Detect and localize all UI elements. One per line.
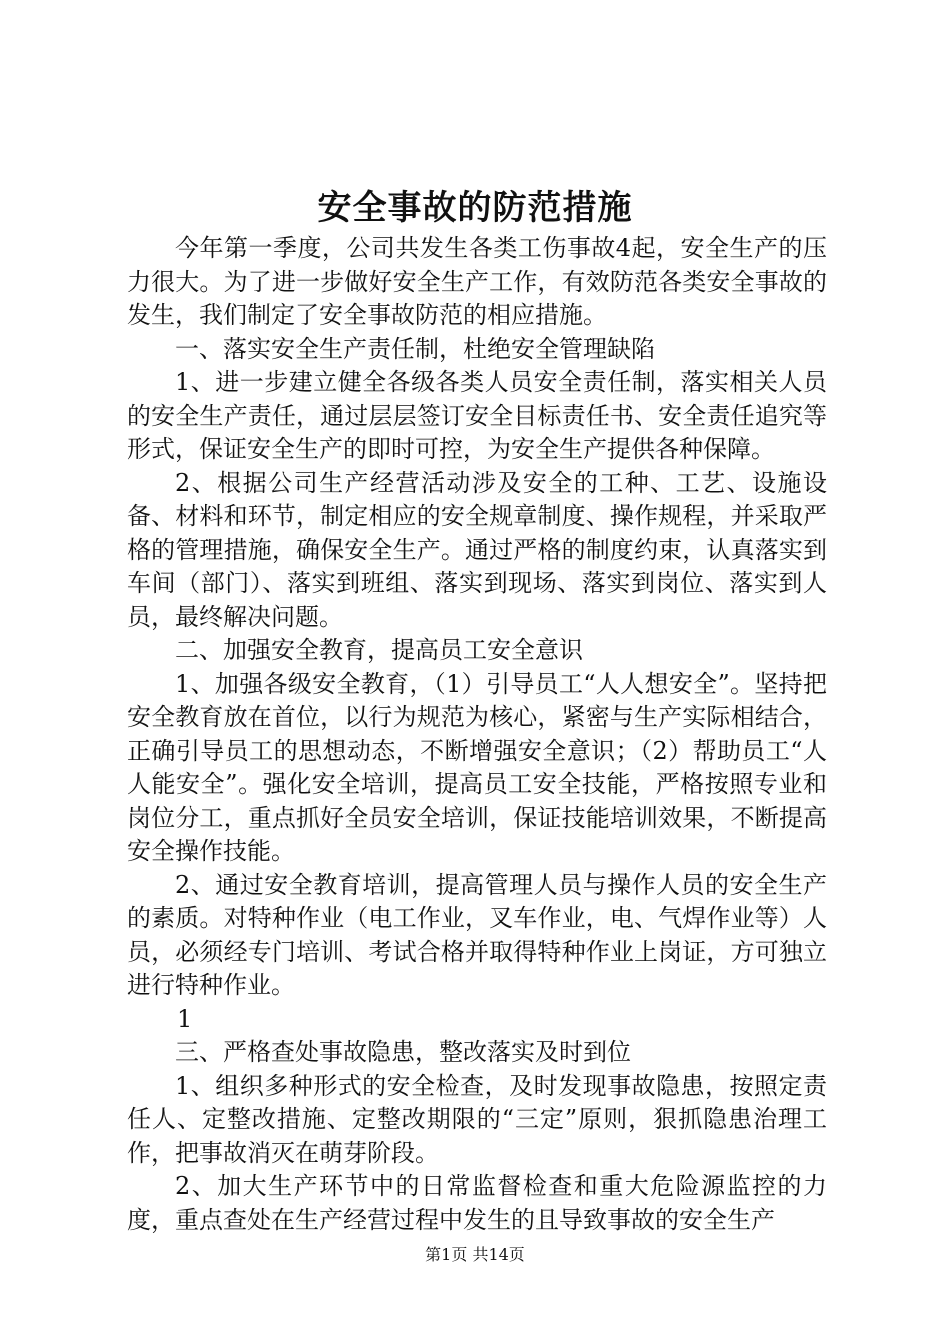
inline-page-number: 1	[177, 1004, 193, 1033]
paragraph-1-2: 2、根据公司生产经营活动涉及安全的工种、工艺、设施设备、材料和环节，制定相应的安全规章制度、操作规程，并采取严格的管理措施，确保安全生产。通过严格的制度约束，认真落实到车间（部门）、落实到班组、落实到现场、落实到岗位、落实到人员，最终解决问题。	[127, 468, 827, 631]
page-footer: 第1页 共14页	[425, 1245, 525, 1264]
section-heading-2: 二、加强安全教育，提高员工安全意识	[175, 636, 583, 664]
section-heading-1: 一、落实安全生产责任制，杜绝安全管理缺陷	[175, 334, 655, 363]
document-body	[127, 232, 827, 1237]
paragraph-3-1: 1、组织多种形式的安全检查，及时发现事故隐患，按照定责任人、定整改措施、定整改期限的“三定”原则，狠抓隐患治理工作，把事故消灭在萌芽阶段。	[127, 1071, 827, 1167]
document-title: 安全事故的防范措施	[317, 188, 633, 228]
paragraph-1-1: 1、进一步建立健全各级各类人员安全责任制，落实相关人员的安全生产责任，通过层层签订安全目标责任书、安全责任追究等形式，保证安全生产的即时可控，为安全生产提供各种保障。	[127, 368, 827, 463]
paragraph-3-2: 2、加大生产环节中的日常监督检查和重大危险源监控的力度，重点查处在生产经营过程中发生的且导致事故的安全生产	[127, 1172, 827, 1234]
intro-paragraph: 今年第一季度，公司共发生各类工伤事故4起，安全生产的压力很大。为了进一步做好安全生产工作，有效防范各类安全事故的发生，我们制定了安全事故防范的相应措施。	[127, 234, 827, 329]
paragraph-2-2: 2、通过安全教育培训，提高管理人员与操作人员的安全生产的素质。对特种作业（电工作业，叉车作业，电、气焊作业等）人员，必须经专门培训、考试合格并取得特种作业上岗证，方可独立进行特种作业。	[127, 870, 827, 999]
section-heading-3: 三、严格查处事故隐患，整改落实及时到位	[175, 1038, 631, 1066]
paragraph-2-1: 1、加强各级安全教育，（1）引导员工“人人想安全”。坚持把安全教育放在首位，以行为规范为核心，紧密与生产实际相结合，正确引导员工的思想动态，不断增强安全意识；（2）帮助员工“人人能安全”。强化安全培训，提高员工安全技能，严格按照专业和岗位分工，重点抓好全员安全培训，保证技能培训效果，不断提高安全操作技能。	[127, 669, 827, 865]
